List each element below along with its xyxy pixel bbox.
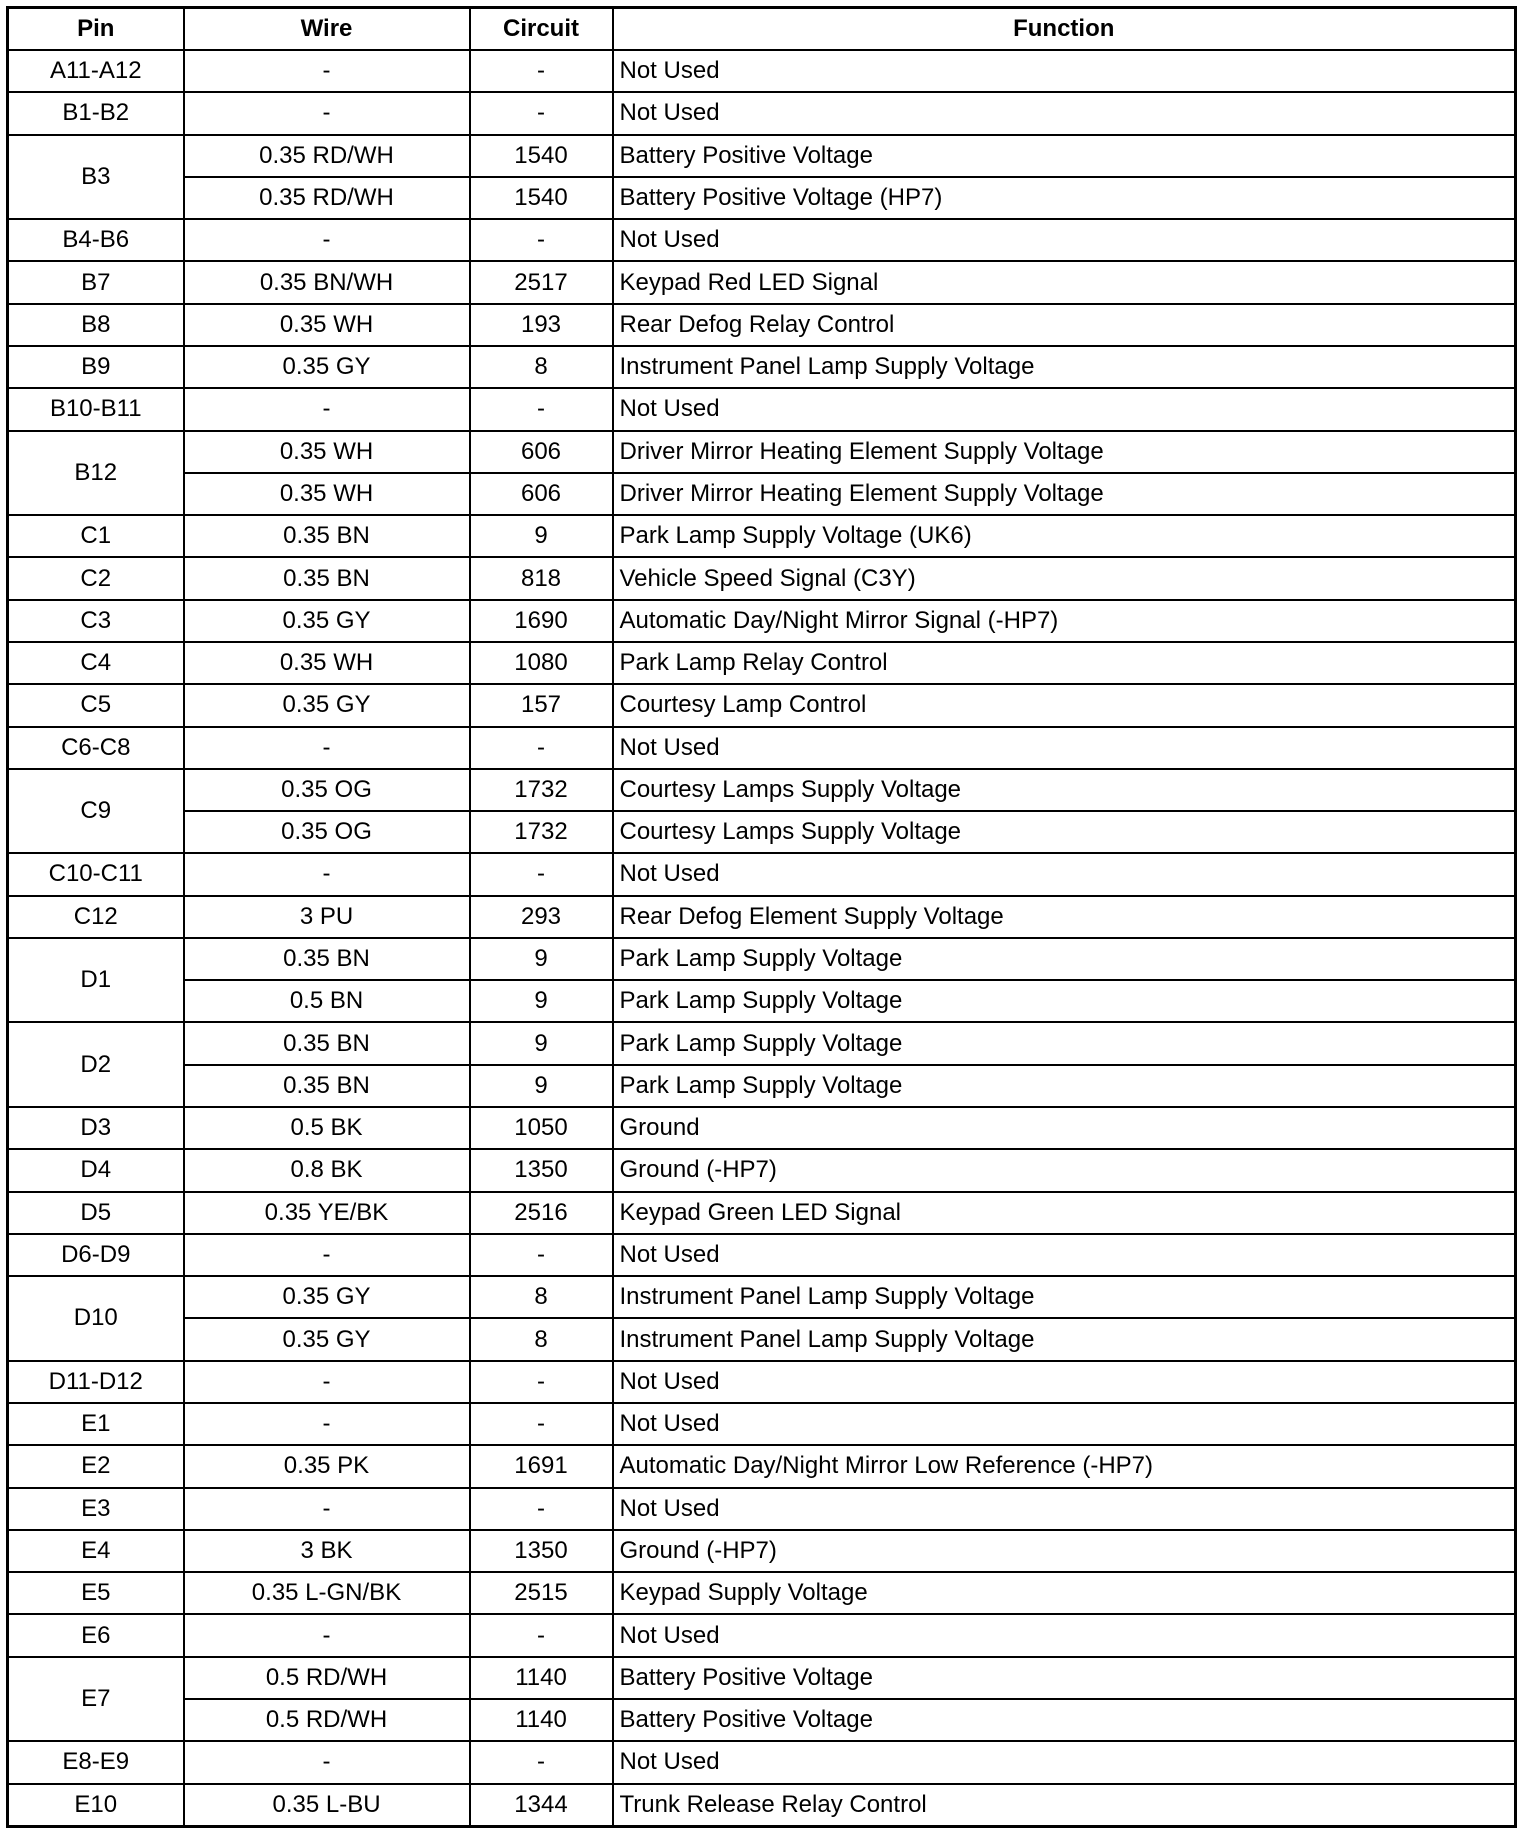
header-row xyxy=(8,8,1516,51)
circuit-cell: 1540 xyxy=(470,135,613,177)
circuit-cell: - xyxy=(470,1741,613,1783)
circuit-cell: 1732 xyxy=(470,811,613,853)
circuit-cell: - xyxy=(470,388,613,430)
table-row xyxy=(8,1107,1516,1149)
function-cell: Park Lamp Supply Voltage xyxy=(613,1022,1516,1064)
pin-cell: E7 xyxy=(8,1657,184,1742)
pin-cell: C9 xyxy=(8,769,184,854)
wire-cell: 0.35 RD/WH xyxy=(184,177,470,219)
wire-cell: 0.35 OG xyxy=(184,769,470,811)
function-cell: Courtesy Lamps Supply Voltage xyxy=(613,811,1516,853)
circuit-cell: - xyxy=(470,1361,613,1403)
table-row xyxy=(8,980,1516,1022)
table-row xyxy=(8,1572,1516,1614)
table-row xyxy=(8,431,1516,473)
wire-cell: 0.35 RD/WH xyxy=(184,135,470,177)
circuit-cell: 9 xyxy=(470,938,613,980)
wire-cell: 0.35 BN xyxy=(184,938,470,980)
function-cell: Not Used xyxy=(613,1741,1516,1783)
wire-cell: 3 PU xyxy=(184,896,470,938)
circuit-cell: 1344 xyxy=(470,1784,613,1827)
circuit-cell: 9 xyxy=(470,1022,613,1064)
circuit-cell: - xyxy=(470,50,613,92)
function-cell: Automatic Day/Night Mirror Low Reference (-HP7) xyxy=(613,1445,1516,1487)
function-cell: Trunk Release Relay Control xyxy=(613,1784,1516,1827)
header-function: Function xyxy=(613,8,1516,51)
table-row xyxy=(8,177,1516,219)
function-cell: Battery Positive Voltage xyxy=(613,135,1516,177)
function-cell: Automatic Day/Night Mirror Signal (-HP7) xyxy=(613,600,1516,642)
table-row xyxy=(8,1149,1516,1191)
wire-cell: 0.35 WH xyxy=(184,642,470,684)
function-cell: Not Used xyxy=(613,1234,1516,1276)
wire-cell: 0.35 GY xyxy=(184,1318,470,1360)
circuit-cell: 2517 xyxy=(470,261,613,303)
wire-cell: 0.35 L-GN/BK xyxy=(184,1572,470,1614)
circuit-cell: 157 xyxy=(470,684,613,726)
circuit-cell: 9 xyxy=(470,1065,613,1107)
pin-cell: E3 xyxy=(8,1488,184,1530)
pin-cell: D3 xyxy=(8,1107,184,1149)
function-cell: Instrument Panel Lamp Supply Voltage xyxy=(613,346,1516,388)
function-cell: Courtesy Lamps Supply Voltage xyxy=(613,769,1516,811)
wire-cell: 0.35 GY xyxy=(184,1276,470,1318)
wire-cell: 0.5 BK xyxy=(184,1107,470,1149)
circuit-cell: 193 xyxy=(470,304,613,346)
table-row xyxy=(8,1276,1516,1318)
function-cell: Not Used xyxy=(613,219,1516,261)
table-row xyxy=(8,388,1516,430)
table-row xyxy=(8,515,1516,557)
function-cell: Not Used xyxy=(613,388,1516,430)
function-cell: Rear Defog Relay Control xyxy=(613,304,1516,346)
circuit-cell: 1690 xyxy=(470,600,613,642)
wire-cell: 0.35 GY xyxy=(184,346,470,388)
pin-cell: C4 xyxy=(8,642,184,684)
function-cell: Not Used xyxy=(613,1614,1516,1656)
table-row xyxy=(8,1403,1516,1445)
function-cell: Not Used xyxy=(613,1361,1516,1403)
table-body xyxy=(8,50,1516,1827)
wire-cell: 0.5 RD/WH xyxy=(184,1699,470,1741)
pin-cell: C2 xyxy=(8,557,184,599)
circuit-cell: 606 xyxy=(470,473,613,515)
pin-cell: D11-D12 xyxy=(8,1361,184,1403)
circuit-cell: 1140 xyxy=(470,1657,613,1699)
pin-cell: E10 xyxy=(8,1784,184,1827)
function-cell: Vehicle Speed Signal (C3Y) xyxy=(613,557,1516,599)
function-cell: Park Lamp Supply Voltage (UK6) xyxy=(613,515,1516,557)
wire-cell: 3 BK xyxy=(184,1530,470,1572)
circuit-cell: 8 xyxy=(470,1318,613,1360)
function-cell: Battery Positive Voltage (HP7) xyxy=(613,177,1516,219)
wire-cell: 0.35 WH xyxy=(184,304,470,346)
function-cell: Not Used xyxy=(613,853,1516,895)
table-row xyxy=(8,1065,1516,1107)
circuit-cell: - xyxy=(470,1614,613,1656)
pin-cell: E1 xyxy=(8,1403,184,1445)
wire-cell: 0.35 OG xyxy=(184,811,470,853)
circuit-cell: 1080 xyxy=(470,642,613,684)
pin-cell: E4 xyxy=(8,1530,184,1572)
pin-cell: C1 xyxy=(8,515,184,557)
circuit-cell: - xyxy=(470,727,613,769)
wire-cell: - xyxy=(184,1488,470,1530)
function-cell: Keypad Green LED Signal xyxy=(613,1192,1516,1234)
header-pin: Pin xyxy=(8,8,184,51)
circuit-cell: 2515 xyxy=(470,1572,613,1614)
function-cell: Not Used xyxy=(613,92,1516,134)
pin-cell: D10 xyxy=(8,1276,184,1361)
table-row xyxy=(8,769,1516,811)
circuit-cell: 2516 xyxy=(470,1192,613,1234)
wire-cell: 0.35 WH xyxy=(184,431,470,473)
pin-cell: B7 xyxy=(8,261,184,303)
function-cell: Park Lamp Supply Voltage xyxy=(613,980,1516,1022)
function-cell: Rear Defog Element Supply Voltage xyxy=(613,896,1516,938)
table-row xyxy=(8,50,1516,92)
function-cell: Battery Positive Voltage xyxy=(613,1699,1516,1741)
function-cell: Keypad Supply Voltage xyxy=(613,1572,1516,1614)
table-row xyxy=(8,557,1516,599)
pin-cell: D6-D9 xyxy=(8,1234,184,1276)
table-row xyxy=(8,642,1516,684)
wire-cell: 0.35 L-BU xyxy=(184,1784,470,1827)
table-row xyxy=(8,1318,1516,1360)
pin-cell: B1-B2 xyxy=(8,92,184,134)
wire-cell: - xyxy=(184,92,470,134)
pin-cell: B12 xyxy=(8,431,184,516)
circuit-cell: 9 xyxy=(470,515,613,557)
wire-cell: 0.35 YE/BK xyxy=(184,1192,470,1234)
pin-cell: D1 xyxy=(8,938,184,1023)
circuit-cell: 1691 xyxy=(470,1445,613,1487)
circuit-cell: 1050 xyxy=(470,1107,613,1149)
pin-cell: B4-B6 xyxy=(8,219,184,261)
circuit-cell: - xyxy=(470,853,613,895)
table-row xyxy=(8,1445,1516,1487)
function-cell: Not Used xyxy=(613,1403,1516,1445)
wire-cell: - xyxy=(184,853,470,895)
wire-cell: 0.35 PK xyxy=(184,1445,470,1487)
table-row xyxy=(8,304,1516,346)
function-cell: Not Used xyxy=(613,727,1516,769)
wire-cell: 0.8 BK xyxy=(184,1149,470,1191)
table-row xyxy=(8,1192,1516,1234)
table-row xyxy=(8,1488,1516,1530)
header-circuit: Circuit xyxy=(470,8,613,51)
function-cell: Driver Mirror Heating Element Supply Voltage xyxy=(613,431,1516,473)
wire-cell: 0.5 BN xyxy=(184,980,470,1022)
pin-cell: C12 xyxy=(8,896,184,938)
table-row xyxy=(8,938,1516,980)
wire-cell: - xyxy=(184,50,470,92)
table-row xyxy=(8,1741,1516,1783)
function-cell: Park Lamp Supply Voltage xyxy=(613,938,1516,980)
pin-cell: B8 xyxy=(8,304,184,346)
circuit-cell: 1350 xyxy=(470,1149,613,1191)
table-row xyxy=(8,1361,1516,1403)
wire-cell: - xyxy=(184,1403,470,1445)
function-cell: Keypad Red LED Signal xyxy=(613,261,1516,303)
circuit-cell: 1540 xyxy=(470,177,613,219)
pin-cell: C10-C11 xyxy=(8,853,184,895)
wire-cell: - xyxy=(184,1234,470,1276)
circuit-cell: 606 xyxy=(470,431,613,473)
table-row xyxy=(8,346,1516,388)
circuit-cell: 9 xyxy=(470,980,613,1022)
function-cell: Battery Positive Voltage xyxy=(613,1657,1516,1699)
function-cell: Park Lamp Relay Control xyxy=(613,642,1516,684)
table-row xyxy=(8,473,1516,515)
pin-cell: E8-E9 xyxy=(8,1741,184,1783)
table-row xyxy=(8,1784,1516,1827)
function-cell: Park Lamp Supply Voltage xyxy=(613,1065,1516,1107)
wire-cell: 0.5 RD/WH xyxy=(184,1657,470,1699)
function-cell: Not Used xyxy=(613,1488,1516,1530)
wire-cell: 0.35 WH xyxy=(184,473,470,515)
circuit-cell: - xyxy=(470,1403,613,1445)
function-cell: Courtesy Lamp Control xyxy=(613,684,1516,726)
circuit-cell: - xyxy=(470,1488,613,1530)
wire-cell: 0.35 BN xyxy=(184,557,470,599)
function-cell: Ground (-HP7) xyxy=(613,1530,1516,1572)
function-cell: Ground xyxy=(613,1107,1516,1149)
circuit-cell: 293 xyxy=(470,896,613,938)
pin-cell: C3 xyxy=(8,600,184,642)
table-row xyxy=(8,600,1516,642)
wire-cell: - xyxy=(184,388,470,430)
circuit-cell: - xyxy=(470,219,613,261)
function-cell: Not Used xyxy=(613,50,1516,92)
pin-cell: E2 xyxy=(8,1445,184,1487)
table-row xyxy=(8,1022,1516,1064)
wire-cell: - xyxy=(184,1741,470,1783)
pin-cell: B3 xyxy=(8,135,184,220)
table-row xyxy=(8,1234,1516,1276)
circuit-cell: - xyxy=(470,92,613,134)
circuit-cell: 1350 xyxy=(470,1530,613,1572)
table-row xyxy=(8,896,1516,938)
table-header xyxy=(8,8,1516,51)
circuit-cell: 8 xyxy=(470,346,613,388)
pin-cell: D2 xyxy=(8,1022,184,1107)
circuit-cell: 1140 xyxy=(470,1699,613,1741)
connector-pinout-table xyxy=(6,6,1517,1828)
wire-cell: - xyxy=(184,1361,470,1403)
pin-cell: D4 xyxy=(8,1149,184,1191)
table-row xyxy=(8,1614,1516,1656)
circuit-cell: 818 xyxy=(470,557,613,599)
function-cell: Ground (-HP7) xyxy=(613,1149,1516,1191)
pin-cell: D5 xyxy=(8,1192,184,1234)
circuit-cell: - xyxy=(470,1234,613,1276)
table-row xyxy=(8,684,1516,726)
function-cell: Instrument Panel Lamp Supply Voltage xyxy=(613,1276,1516,1318)
wire-cell: 0.35 BN/WH xyxy=(184,261,470,303)
function-cell: Instrument Panel Lamp Supply Voltage xyxy=(613,1318,1516,1360)
wire-cell: 0.35 BN xyxy=(184,1065,470,1107)
pin-cell: E5 xyxy=(8,1572,184,1614)
wire-cell: - xyxy=(184,1614,470,1656)
table-row xyxy=(8,727,1516,769)
table-row xyxy=(8,811,1516,853)
pin-cell: C6-C8 xyxy=(8,727,184,769)
function-cell: Driver Mirror Heating Element Supply Voltage xyxy=(613,473,1516,515)
wire-cell: 0.35 BN xyxy=(184,515,470,557)
table-row xyxy=(8,1657,1516,1699)
pin-cell: B9 xyxy=(8,346,184,388)
table-row xyxy=(8,853,1516,895)
pin-cell: B10-B11 xyxy=(8,388,184,430)
table-row xyxy=(8,1530,1516,1572)
wire-cell: 0.35 BN xyxy=(184,1022,470,1064)
table-row xyxy=(8,219,1516,261)
pin-cell: E6 xyxy=(8,1614,184,1656)
wire-cell: - xyxy=(184,727,470,769)
circuit-cell: 8 xyxy=(470,1276,613,1318)
header-wire: Wire xyxy=(184,8,470,51)
circuit-cell: 1732 xyxy=(470,769,613,811)
table-row xyxy=(8,1699,1516,1741)
table-row xyxy=(8,92,1516,134)
wire-cell: 0.35 GY xyxy=(184,684,470,726)
pin-cell: A11-A12 xyxy=(8,50,184,92)
pin-cell: C5 xyxy=(8,684,184,726)
table-row xyxy=(8,261,1516,303)
wire-cell: 0.35 GY xyxy=(184,600,470,642)
wire-cell: - xyxy=(184,219,470,261)
table-row xyxy=(8,135,1516,177)
